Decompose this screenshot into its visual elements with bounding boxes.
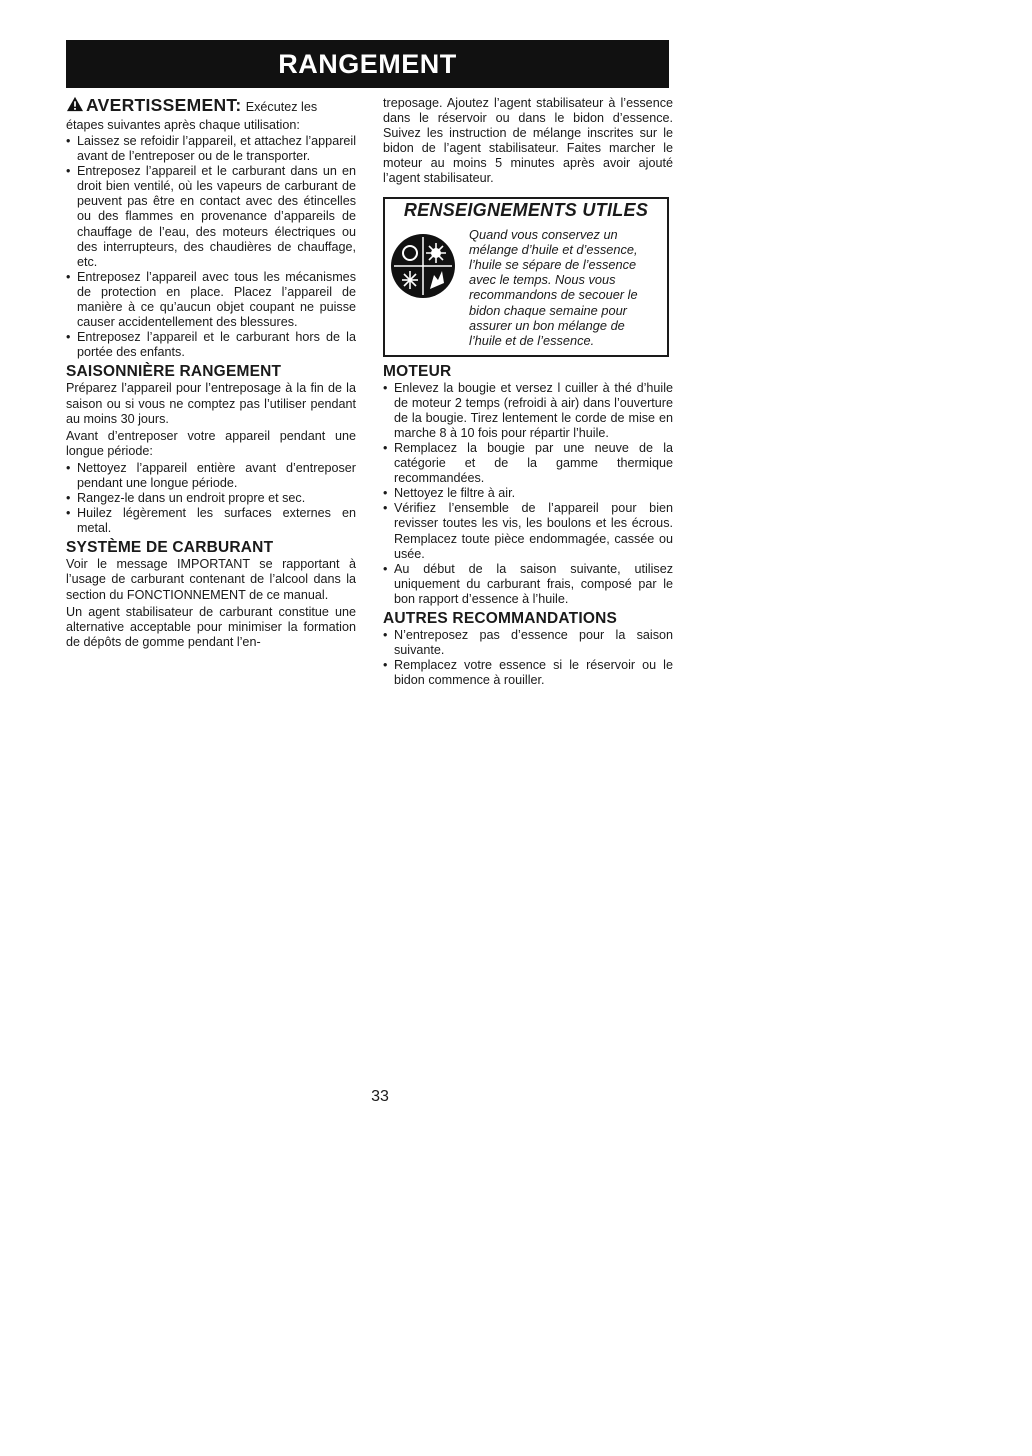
- list-item: • Rangez-le dans un endroit propre et sec.: [66, 491, 356, 506]
- engine-heading: MOTEUR: [383, 362, 452, 380]
- warning-triangle-icon: [66, 96, 84, 112]
- tips-box: [383, 197, 669, 357]
- list-item: • Huilez légèrement les surfaces externes en metal.: [66, 506, 356, 536]
- seasonal-paragraph: Avant d’entreposer votre appareil pendant une longue période:: [66, 428, 356, 458]
- fuel-paragraph: Voir le message IMPORTANT se rapportant à l’usage de carburant contenant de l’alcool dans la section du FONCTIONNEMENT de ce manual.: [66, 557, 356, 602]
- list-item: • Entreposez l’appareil et le carburant dans un en droit bien ventilé, où les vapeurs de carburant de peuvent pas être en contact avec des étincelles ou des flammes en provenance d’appareils de chauffage de l’eau, des moteurs électriques ou des interrupteurs, des chaudières de chauffage, etc.: [66, 164, 356, 270]
- fuel-heading: SYSTÈME DE CARBURANT: [66, 539, 274, 557]
- list-item: • Nettoyez le filtre à air.: [383, 486, 673, 501]
- seasons-emblem-icon: [390, 233, 456, 299]
- tips-text: Quand vous conservez un mélange d’huile et d’essence, l’huile se sépare de l’essence avec le temps. Nous vous recommandons de secouer le bidon chaque semaine pour assurer un bon mélange de l’huile et de l’essence.: [469, 226, 638, 348]
- seasonal-heading: SAISONNIÈRE RANGEMENT: [66, 363, 282, 381]
- list-item: • Remplacez la bougie par une neuve de la catégorie et de la gamme thermique recommandées.: [383, 441, 673, 486]
- page-title: RANGEMENT: [278, 48, 457, 79]
- list-item: • Laissez se refoidir l’appareil, et attachez l’appareil avant de l’entreposer ou de le transporter.: [66, 134, 356, 164]
- warning-block: [66, 96, 356, 134]
- fuel-paragraph: Un agent stabilisateur de carburant constitue une alternative acceptable pour minimiser la formation de dépôts de gomme pendant l’en-: [66, 604, 356, 649]
- engine-list: [383, 381, 673, 607]
- list-item: • N’entreposez pas d’essence pour la saison suivante.: [383, 628, 673, 658]
- warning-title: AVERTISSEMENT:: [86, 95, 242, 115]
- seasonal-paragraph: Préparez l’appareil pour l’entreposage à la fin de la saison ou si vous ne comptez pas l’utiliser pendant au moins 30 jours.: [66, 381, 356, 426]
- list-item: • Entreposez l’appareil avec tous les mécanismes de protection en place. Placez l’appareil de manière à ce qu’aucun objet coupant ne puisse causer accidentellement des blessures.: [66, 270, 356, 330]
- page-number: 33: [371, 1088, 389, 1105]
- list-item: • Remplacez votre essence si le réservoir ou le bidon commence à rouiller.: [383, 658, 673, 688]
- list-item: • Nettoyez l’appareil entière avant d’entreposer pendant une longue période.: [66, 461, 356, 491]
- other-heading: AUTRES RECOMMANDATIONS: [383, 609, 618, 627]
- seasonal-list: [66, 461, 356, 536]
- list-item: • Vérifiez l’ensemble de l’appareil pour bien revisser toutes les vis, les boulons et les écrous. Remplacez toute pièce endommagée, cassée ou usée.: [383, 501, 673, 561]
- list-item: • Entreposez l’appareil et le carburant hors de la portée des enfants.: [66, 330, 356, 360]
- title-bar: [66, 40, 669, 88]
- warning-intro: Exécutez les étapes suivantes après chaque utilisation:: [66, 100, 318, 132]
- tips-title: RENSEIGNEMENTS UTILES: [403, 199, 649, 220]
- left-column: [66, 96, 356, 652]
- warning-list: [66, 134, 356, 360]
- list-item: • Enlevez la bougie et versez l cuiller à thé d’huile de moteur 2 temps (refroidi à air) dans l’ouverture de la bougie. Tirez lentement le corde de mise en marche 8 à 10 fois pour répartir l’huile.: [383, 381, 673, 441]
- other-list: [383, 628, 673, 688]
- list-item: • Au début de la saison suivante, utilisez uniquement du carburant frais, composé par le bon rapport d’essence à l’huile.: [383, 562, 673, 607]
- right-column: [383, 96, 673, 688]
- fuel-paragraph-continued: treposage. Ajoutez l’agent stabilisateur à l’essence dans le réservoir ou dans le bidon d’essence. Suivez les instruction de mélange inscrites sur le bidon de l’agent stabilisateur. Faites marcher le moteur au moins 5 minutes après avoir ajouté l’agent stabilisateur.: [383, 96, 673, 186]
